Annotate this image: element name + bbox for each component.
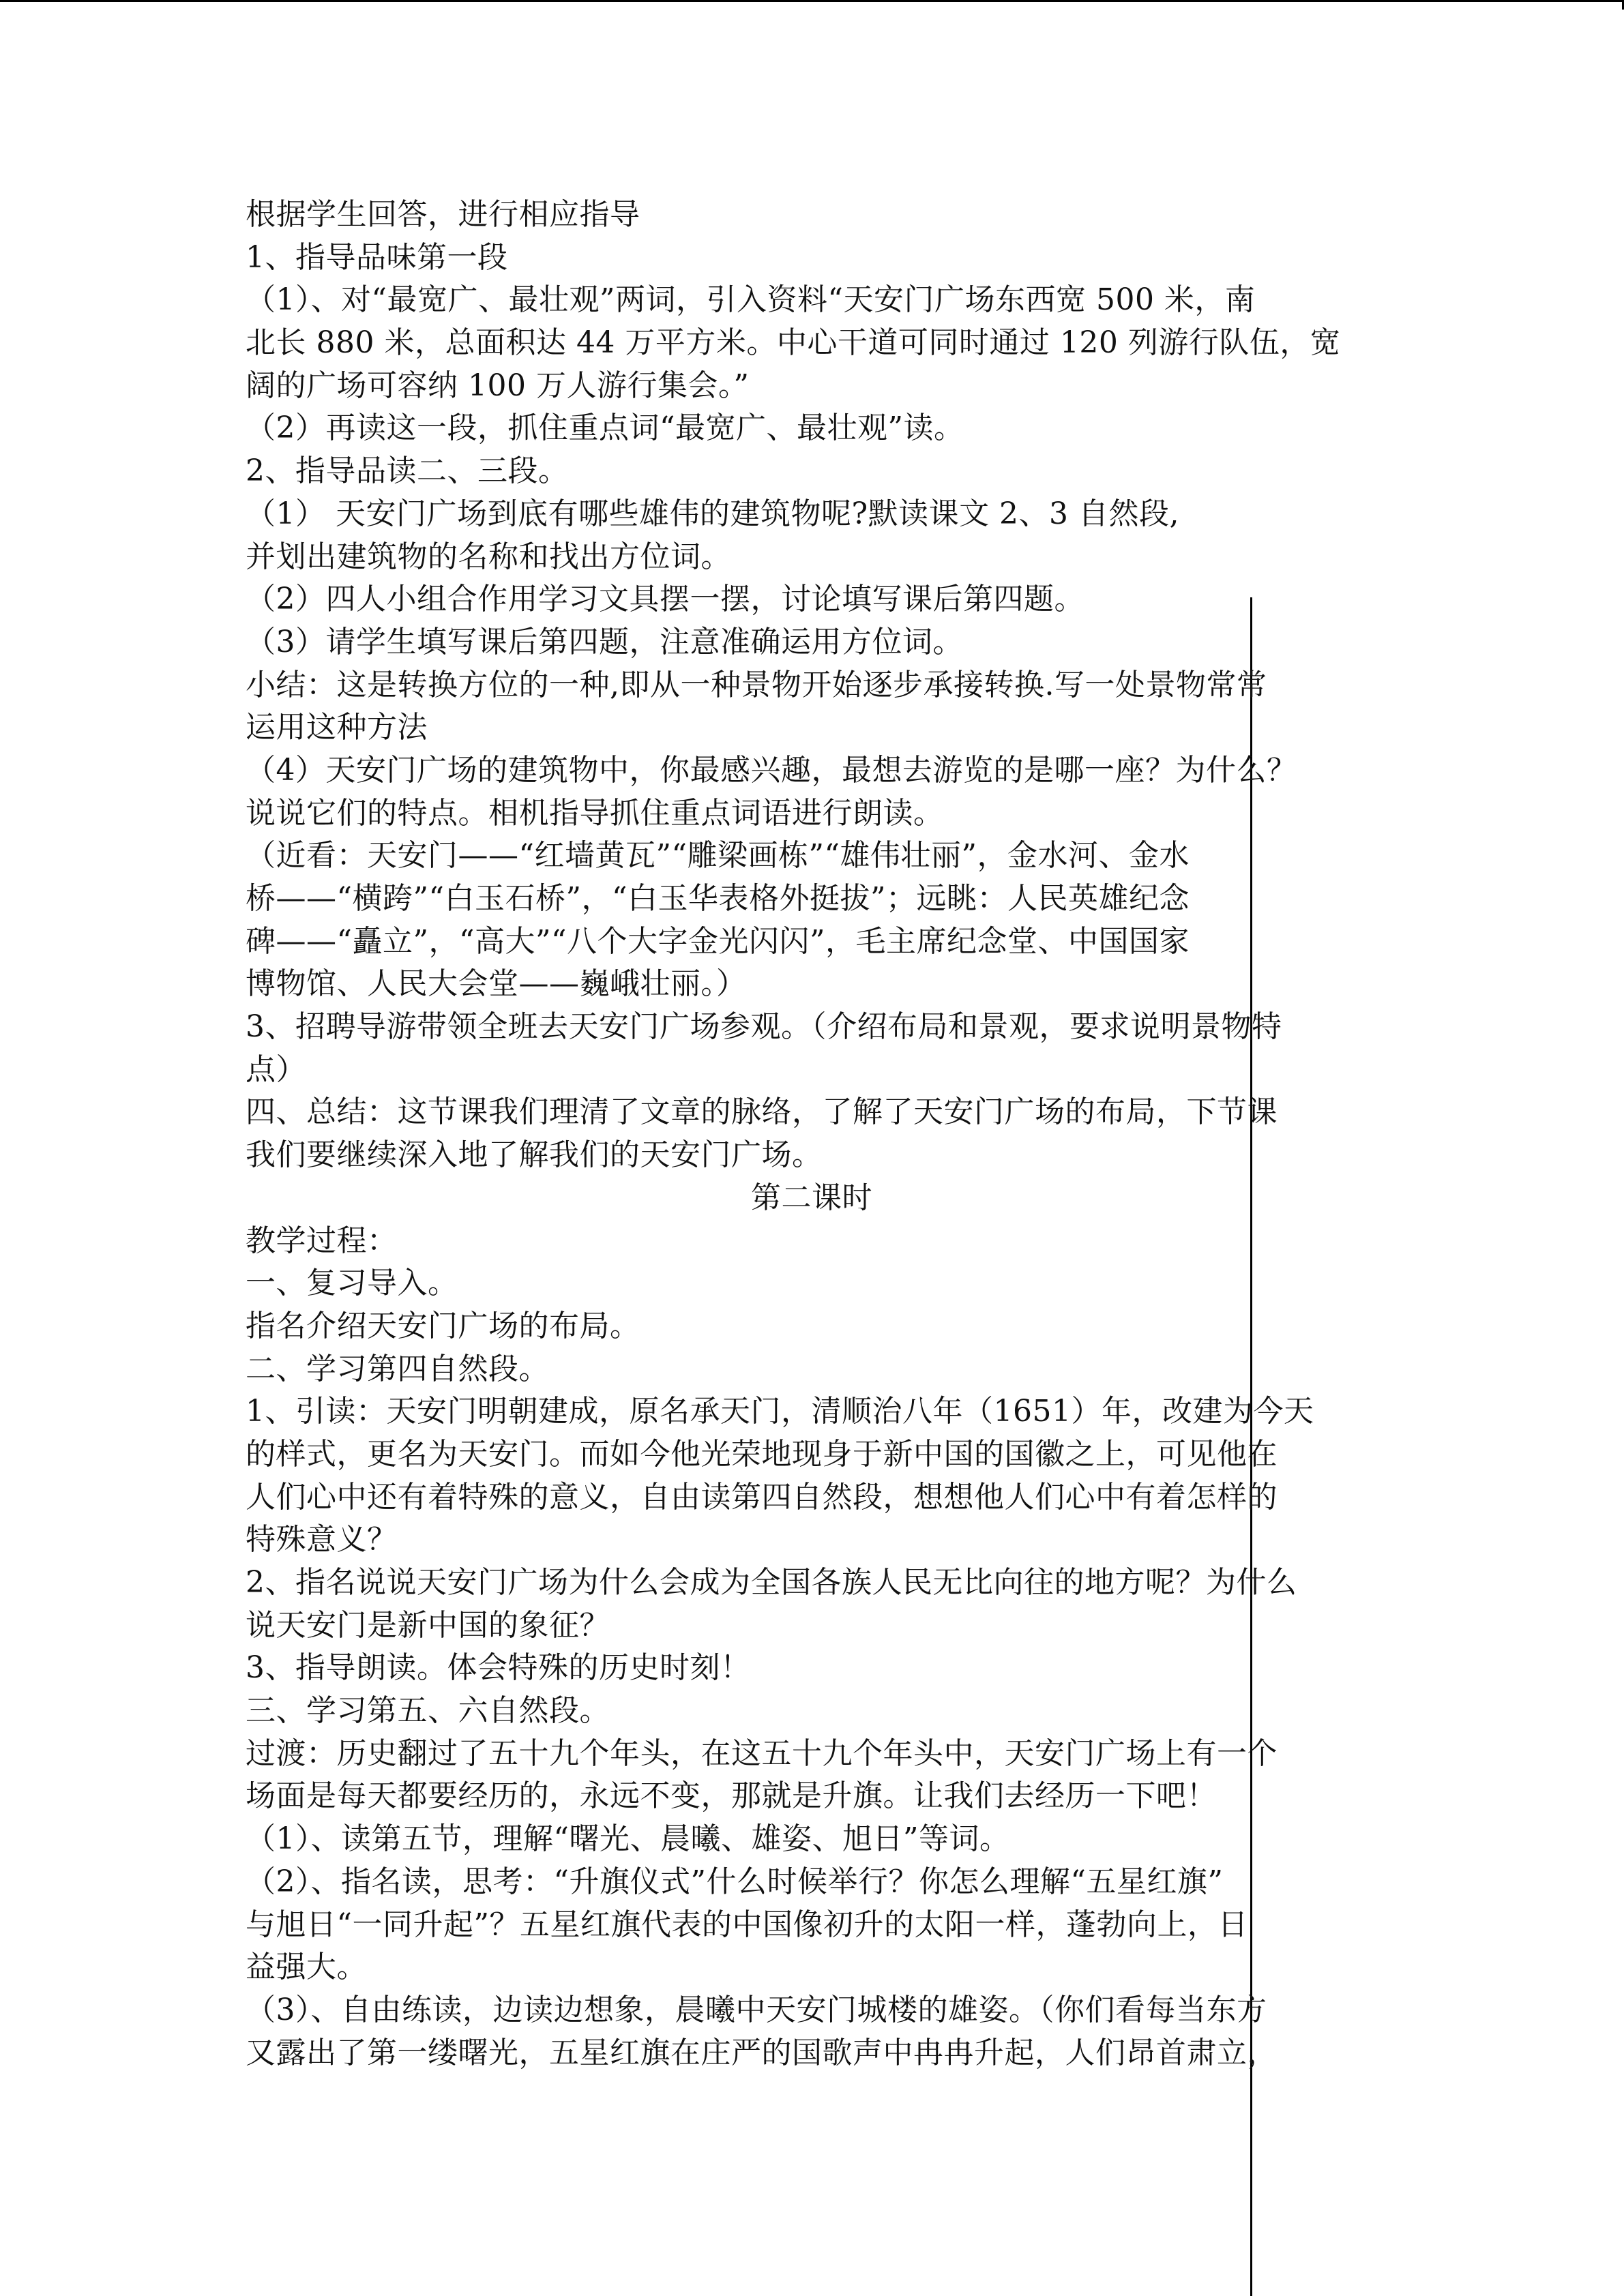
text-line: 2、指导品读二、三段。	[246, 453, 569, 489]
text-line: 的样式，更名为天安门。而如今他光荣地现身于新中国的国徽之上，可见他在	[246, 1436, 1278, 1472]
text-line: （2）四人小组合作用学习文具摆一摆，讨论填写课后第四题。	[246, 582, 1084, 617]
text-line: 1、指导品味第一段	[246, 239, 508, 275]
text-line: 2、指名说说天安门广场为什么会成为全国各族人民无比向往的地方呢？为什么	[246, 1565, 1297, 1600]
text-line: 益强大。	[246, 1950, 367, 1985]
text-line: （4）天安门广场的建筑物中，你最感兴趣，最想去游览的是哪一座？为什么？	[246, 752, 1297, 788]
document-body	[246, 194, 1378, 2074]
text-line: 北长 880 米，总面积达 44 万平方米。中心干道可同时通过 120 列游行队伍，宽	[246, 325, 1341, 361]
text-line: 运用这种方法	[246, 710, 428, 745]
text-line: 点）	[246, 1052, 306, 1087]
text-line: 碑——“矗立”，“高大”“八个大字金光闪闪”，毛主席纪念堂、中国国家	[246, 923, 1190, 959]
text-line: 过渡：历史翻过了五十九个年头，在这五十九个年头中，天安门广场上有一个	[246, 1735, 1278, 1771]
text-line: 博物馆、人民大会堂——巍峨壮丽。）	[246, 966, 747, 1002]
text-line: 场面是每天都要经历的，永远不变，那就是升旗。让我们去经历一下吧！	[246, 1778, 1217, 1814]
text-line: 三、学习第五、六自然段。	[246, 1693, 610, 1729]
text-line: （3）、自由练读，边读边想象，晨曦中天安门城楼的雄姿。（你们看每当东方	[246, 1992, 1267, 2027]
section-heading: 第二课时	[751, 1180, 872, 1215]
text-line: 教学过程：	[246, 1223, 398, 1258]
text-line: 特殊意义？	[246, 1522, 398, 1557]
text-line: 根据学生回答，进行相应指导	[246, 197, 640, 232]
text-line: 一、复习导入。	[246, 1266, 458, 1301]
text-line: （近看：天安门——“红墙黄瓦”“雕梁画栋”“雄伟壮丽”，金水河、金水	[246, 838, 1190, 874]
text-line: 说说它们的特点。相机指导抓住重点词语进行朗读。	[246, 795, 944, 831]
text-line: 人们心中还有着特殊的意义，自由读第四自然段，想想他人们心中有着怎样的	[246, 1479, 1278, 1515]
text-line: 我们要继续深入地了解我们的天安门广场。	[246, 1137, 823, 1173]
text-line: 与旭日“一同升起”？五星红旗代表的中国像初升的太阳一样，蓬勃向上，日	[246, 1907, 1248, 1942]
text-line: 3、招聘导游带领全班去天安门广场参观。（介绍布局和景观，要求说明景物特	[246, 1009, 1282, 1045]
text-line: 指名介绍天安门广场的布局。	[246, 1308, 640, 1343]
text-line: 阔的广场可容纳 100 万人游行集会。”	[246, 368, 750, 403]
text-line: 二、学习第四自然段。	[246, 1351, 549, 1386]
page-top-border	[0, 0, 1624, 2]
text-line: 1、引读：天安门明朝建成，原名承天门，清顺治八年（1651）年，改建为今天	[246, 1394, 1314, 1429]
text-line: （2）、指名读，思考：“升旗仪式”什么时候举行？你怎么理解“五星红旗”	[246, 1864, 1224, 1899]
text-line: 说天安门是新中国的象征？	[246, 1607, 610, 1643]
text-line: 3、指导朗读。体会特殊的历史时刻！	[246, 1650, 751, 1686]
text-line: （1）、对“最宽广、最壮观”两词，引入资料“天安门广场东西宽 500 米，南	[246, 282, 1256, 318]
text-line: （3）请学生填写课后第四题，注意准确运用方位词。	[246, 624, 963, 659]
text-line: （1）、读第五节，理解“曙光、晨曦、雄姿、旭日”等词。	[246, 1821, 1010, 1857]
text-line: 小结：这是转换方位的一种,即从一种景物开始逐步承接转换.写一处景物常常	[246, 667, 1267, 702]
text-line: （2）再读这一段，抓住重点词“最宽广、最壮观”读。	[246, 411, 964, 446]
text-line: （1） 天安门广场到底有哪些雄伟的建筑物呢?默读课文 2、3 自然段,	[246, 496, 1180, 531]
text-line: 四、总结：这节课我们理清了文章的脉络，了解了天安门广场的布局，下节课	[246, 1094, 1278, 1130]
text-line: 桥——“横跨”“白玉石桥”，“白玉华表格外挺拔”；远眺：人民英雄纪念	[246, 881, 1190, 916]
text-line: 又露出了第一缕曙光，五星红旗在庄严的国歌声中冉冉升起，人们昂首肃立，	[246, 2035, 1278, 2070]
text-line: 并划出建筑物的名称和找出方位词。	[246, 539, 731, 574]
